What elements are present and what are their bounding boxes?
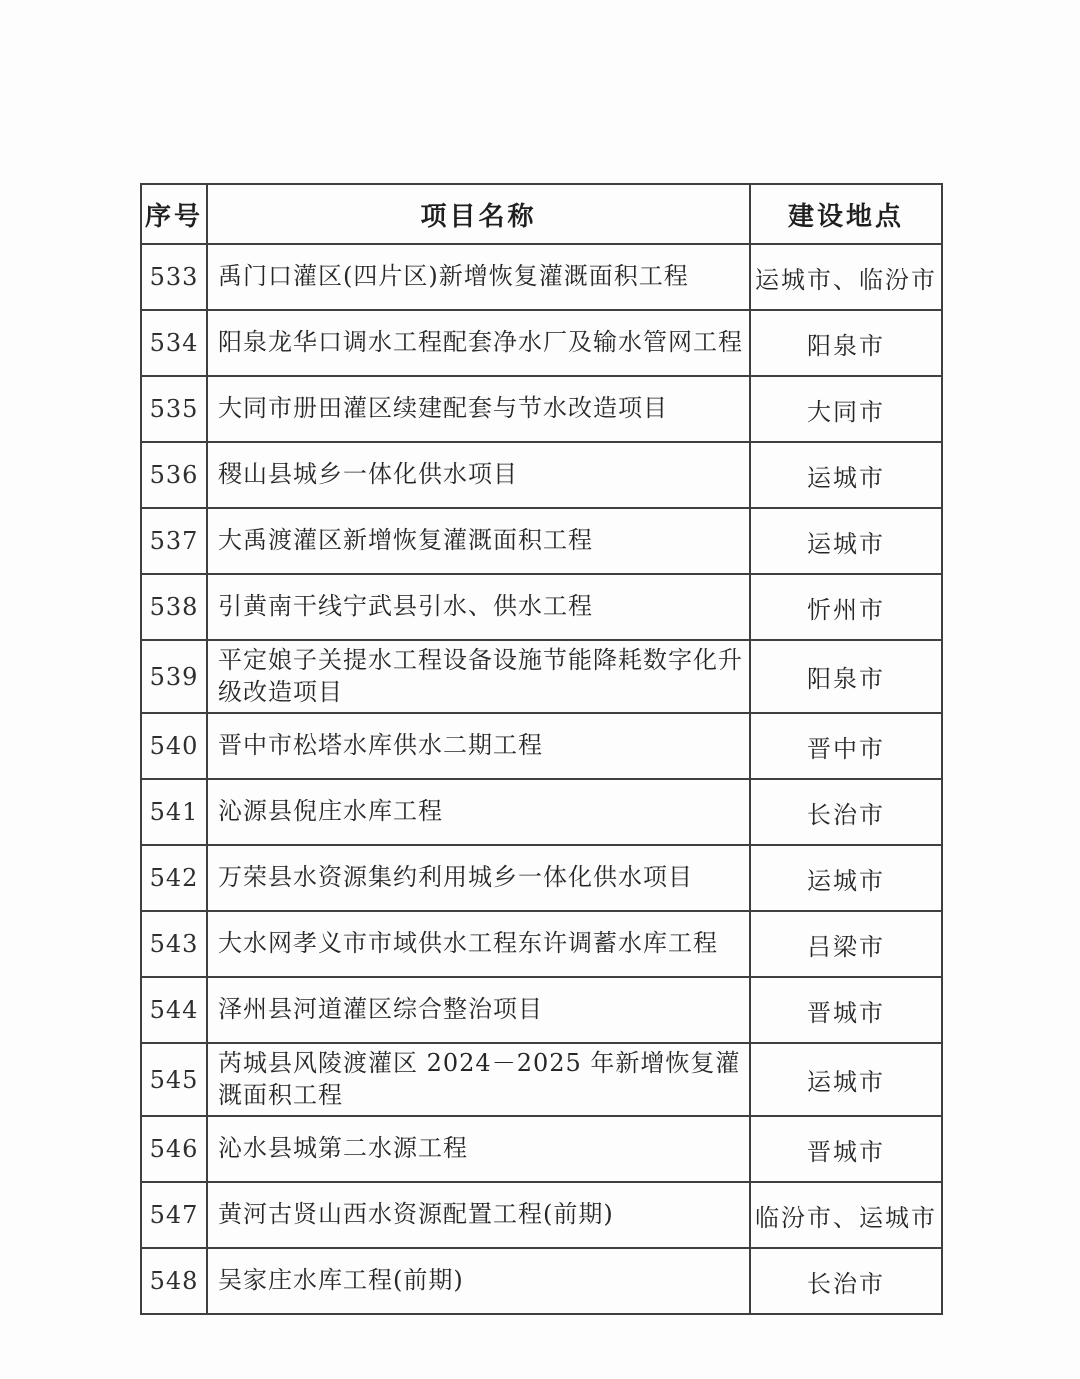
table-row bbox=[141, 713, 942, 779]
table-row bbox=[141, 779, 942, 845]
table-body bbox=[141, 244, 942, 1314]
serial-number-cell: 542 bbox=[141, 845, 207, 911]
location-cell: 忻州市 bbox=[750, 574, 942, 640]
serial-number-cell: 543 bbox=[141, 911, 207, 977]
table-row bbox=[141, 310, 942, 376]
table-row bbox=[141, 911, 942, 977]
project-name-cell: 晋中市松塔水库供水二期工程 bbox=[207, 713, 750, 779]
projects-table bbox=[140, 183, 943, 1315]
serial-number-cell: 548 bbox=[141, 1248, 207, 1314]
table-row bbox=[141, 1116, 942, 1182]
table-row bbox=[141, 640, 942, 713]
location-cell: 临汾市、运城市 bbox=[750, 1182, 942, 1248]
serial-number-cell: 535 bbox=[141, 376, 207, 442]
location-cell: 运城市 bbox=[750, 1043, 942, 1116]
location-cell: 阳泉市 bbox=[750, 310, 942, 376]
project-name-cell: 禹门口灌区(四片区)新增恢复灌溉面积工程 bbox=[207, 244, 750, 310]
header-construction-location: 建设地点 bbox=[750, 184, 942, 244]
project-name-cell: 万荣县水资源集约利用城乡一体化供水项目 bbox=[207, 845, 750, 911]
header-serial-number: 序号 bbox=[141, 184, 207, 244]
project-name-cell: 沁源县倪庄水库工程 bbox=[207, 779, 750, 845]
serial-number-cell: 545 bbox=[141, 1043, 207, 1116]
serial-number-cell: 537 bbox=[141, 508, 207, 574]
location-cell: 晋城市 bbox=[750, 977, 942, 1043]
table-row bbox=[141, 376, 942, 442]
serial-number-cell: 541 bbox=[141, 779, 207, 845]
serial-number-cell: 544 bbox=[141, 977, 207, 1043]
project-name-cell: 大水网孝义市市域供水工程东许调蓄水库工程 bbox=[207, 911, 750, 977]
project-name-cell: 大禹渡灌区新增恢复灌溉面积工程 bbox=[207, 508, 750, 574]
project-name-cell: 芮城县风陵渡灌区 2024－2025 年新增恢复灌溉面积工程 bbox=[207, 1043, 750, 1116]
table-row bbox=[141, 1182, 942, 1248]
table-row bbox=[141, 1248, 942, 1314]
table-header-row bbox=[141, 184, 942, 244]
project-name-cell: 引黄南干线宁武县引水、供水工程 bbox=[207, 574, 750, 640]
location-cell: 长治市 bbox=[750, 779, 942, 845]
table-row bbox=[141, 1043, 942, 1116]
location-cell: 吕梁市 bbox=[750, 911, 942, 977]
location-cell: 大同市 bbox=[750, 376, 942, 442]
project-name-cell: 大同市册田灌区续建配套与节水改造项目 bbox=[207, 376, 750, 442]
serial-number-cell: 533 bbox=[141, 244, 207, 310]
projects-table-container bbox=[140, 183, 943, 1315]
location-cell: 晋中市 bbox=[750, 713, 942, 779]
project-name-cell: 泽州县河道灌区综合整治项目 bbox=[207, 977, 750, 1043]
project-name-cell: 阳泉龙华口调水工程配套净水厂及输水管网工程 bbox=[207, 310, 750, 376]
serial-number-cell: 538 bbox=[141, 574, 207, 640]
location-cell: 运城市、临汾市 bbox=[750, 244, 942, 310]
location-cell: 长治市 bbox=[750, 1248, 942, 1314]
project-name-cell: 稷山县城乡一体化供水项目 bbox=[207, 442, 750, 508]
serial-number-cell: 534 bbox=[141, 310, 207, 376]
project-name-cell: 平定娘子关提水工程设备设施节能降耗数字化升级改造项目 bbox=[207, 640, 750, 713]
table-row bbox=[141, 977, 942, 1043]
serial-number-cell: 539 bbox=[141, 640, 207, 713]
project-name-cell: 黄河古贤山西水资源配置工程(前期) bbox=[207, 1182, 750, 1248]
location-cell: 晋城市 bbox=[750, 1116, 942, 1182]
table-row bbox=[141, 574, 942, 640]
serial-number-cell: 546 bbox=[141, 1116, 207, 1182]
table-row bbox=[141, 845, 942, 911]
table-row bbox=[141, 508, 942, 574]
project-name-cell: 吴家庄水库工程(前期) bbox=[207, 1248, 750, 1314]
serial-number-cell: 536 bbox=[141, 442, 207, 508]
location-cell: 运城市 bbox=[750, 442, 942, 508]
table-row bbox=[141, 442, 942, 508]
table-row bbox=[141, 244, 942, 310]
project-name-cell: 沁水县城第二水源工程 bbox=[207, 1116, 750, 1182]
serial-number-cell: 540 bbox=[141, 713, 207, 779]
header-project-name: 项目名称 bbox=[207, 184, 750, 244]
location-cell: 运城市 bbox=[750, 508, 942, 574]
location-cell: 运城市 bbox=[750, 845, 942, 911]
serial-number-cell: 547 bbox=[141, 1182, 207, 1248]
location-cell: 阳泉市 bbox=[750, 640, 942, 713]
